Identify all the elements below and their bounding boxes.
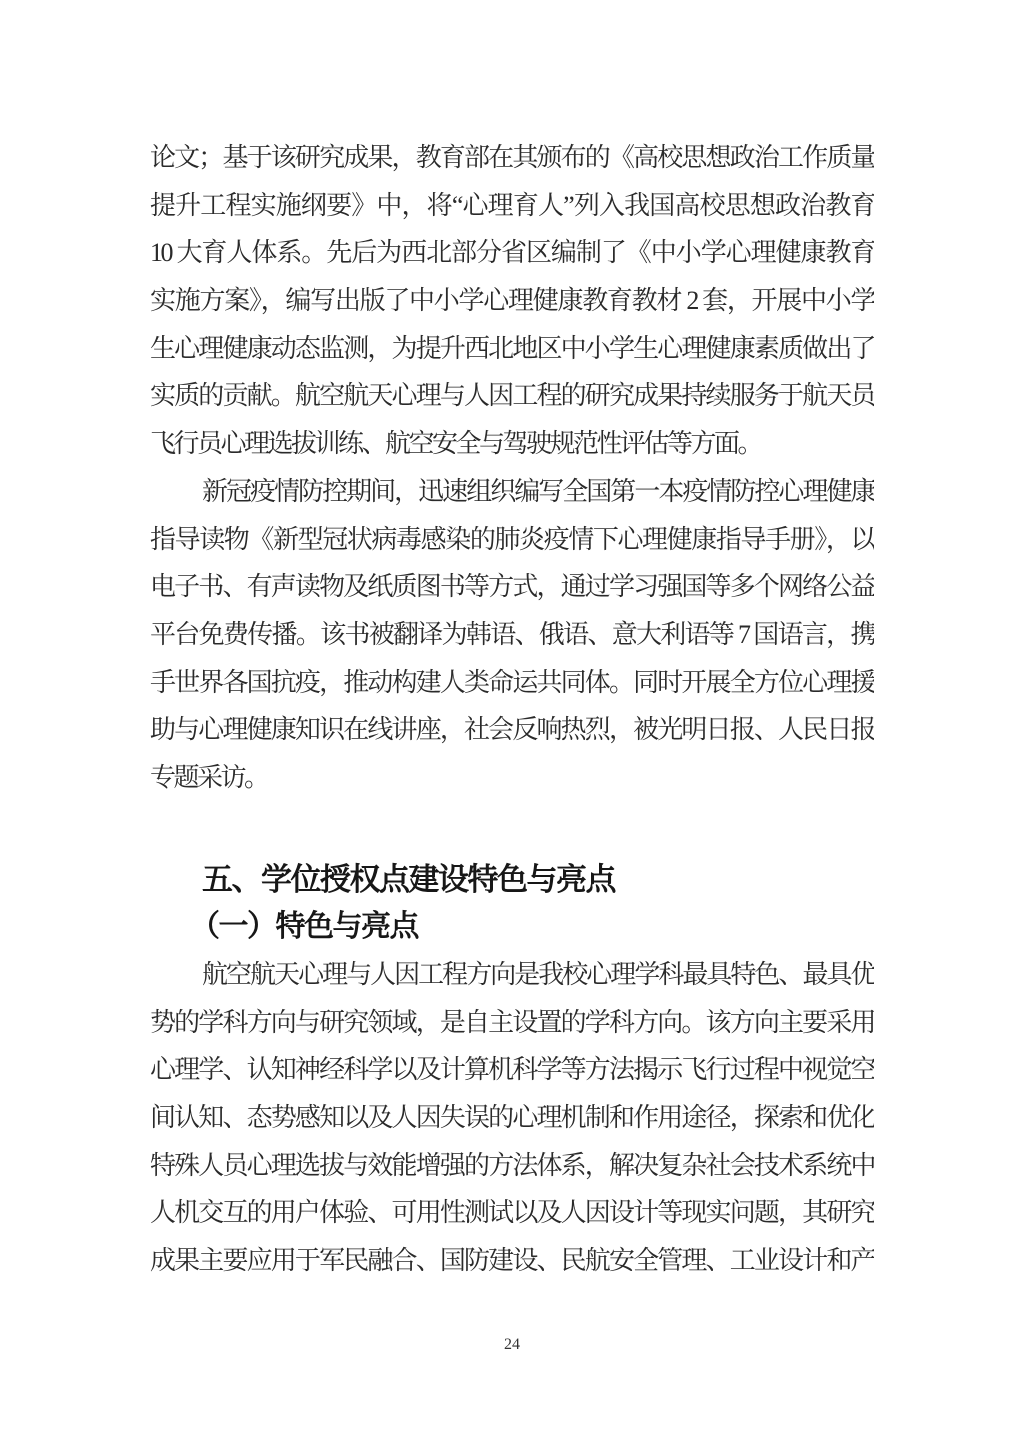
text-line: 新冠疫情防控期间，迅速组织编写全国第一本疫情防控心理健康: [202, 476, 874, 506]
body-text-column: [150, 134, 874, 1285]
text-line: 指导读物《新型冠状病毒感染的肺炎疫情下心理健康指导手册》，以: [150, 524, 874, 554]
text-line: 电子书、有声读物及纸质图书等方式，通过学习强国等多个网络公益: [150, 572, 874, 602]
paragraph-1: [150, 134, 874, 468]
subsection-heading: （一）特色与亮点: [190, 910, 418, 944]
text-line: 势的学科方向与研究领域，是自主设置的学科方向。该方向主要采用: [150, 1007, 874, 1037]
text-line: 人机交互的用户体验、可用性测试以及人因设计等现实问题，其研究: [150, 1198, 874, 1228]
text-line: 论文；基于该研究成果，教育部在其颁布的《高校思想政治工作质量: [150, 143, 874, 172]
text-line: 特殊人员心理选拔与效能增强的方法体系，解决复杂社会技术系统中: [150, 1150, 874, 1180]
text-line: 心理学、认知神经科学以及计算机科学等方法揭示飞行过程中视觉空: [150, 1055, 874, 1085]
text-line: 助与心理健康知识在线讲座，社会反响热烈，被光明日报、人民日报: [150, 715, 874, 745]
text-line: 飞行员心理选拔训练、航空安全与驾驶规范性评估等方面。: [150, 429, 762, 459]
text-line: 实施方案》，编写出版了中小学心理健康教育教材 2 套，开展中小学: [150, 286, 874, 316]
text-line: 平台免费传播。该书被翻译为韩语、俄语、意大利语等 7 国语言，携: [150, 619, 874, 649]
text-line: 提升工程实施纲要》中，将“心理育人”列入我国高校思想政治教育: [150, 190, 874, 220]
text-line: 实质的贡献。航空航天心理与人因工程的研究成果持续服务于航天员: [150, 381, 874, 411]
text-line: 间认知、态势感知以及人因失误的心理机制和作用途径，探索和优化: [150, 1103, 874, 1133]
section-heading: 五、学位授权点建设特色与亮点: [202, 861, 615, 897]
text-line: 手世界各国抗疫，推动构建人类命运共同体。同时开展全方位心理援: [150, 667, 874, 697]
text-line: 专题采访。: [150, 762, 268, 792]
text-line: 生心理健康动态监测，为提升西北地区中小学生心理健康素质做出了: [150, 333, 874, 363]
text-line: 成果主要应用于军民融合、国防建设、民航安全管理、工业设计和产: [150, 1246, 874, 1276]
text-line: 10 大育人体系。先后为西北部分省区编制了《中小学心理健康教育: [150, 238, 874, 268]
text-line: 航空航天心理与人因工程方向是我校心理学科最具特色、最具优: [202, 960, 874, 989]
paragraph-3: [150, 951, 874, 1285]
page-number: 24: [504, 1336, 520, 1353]
paragraph-2: [150, 468, 874, 802]
